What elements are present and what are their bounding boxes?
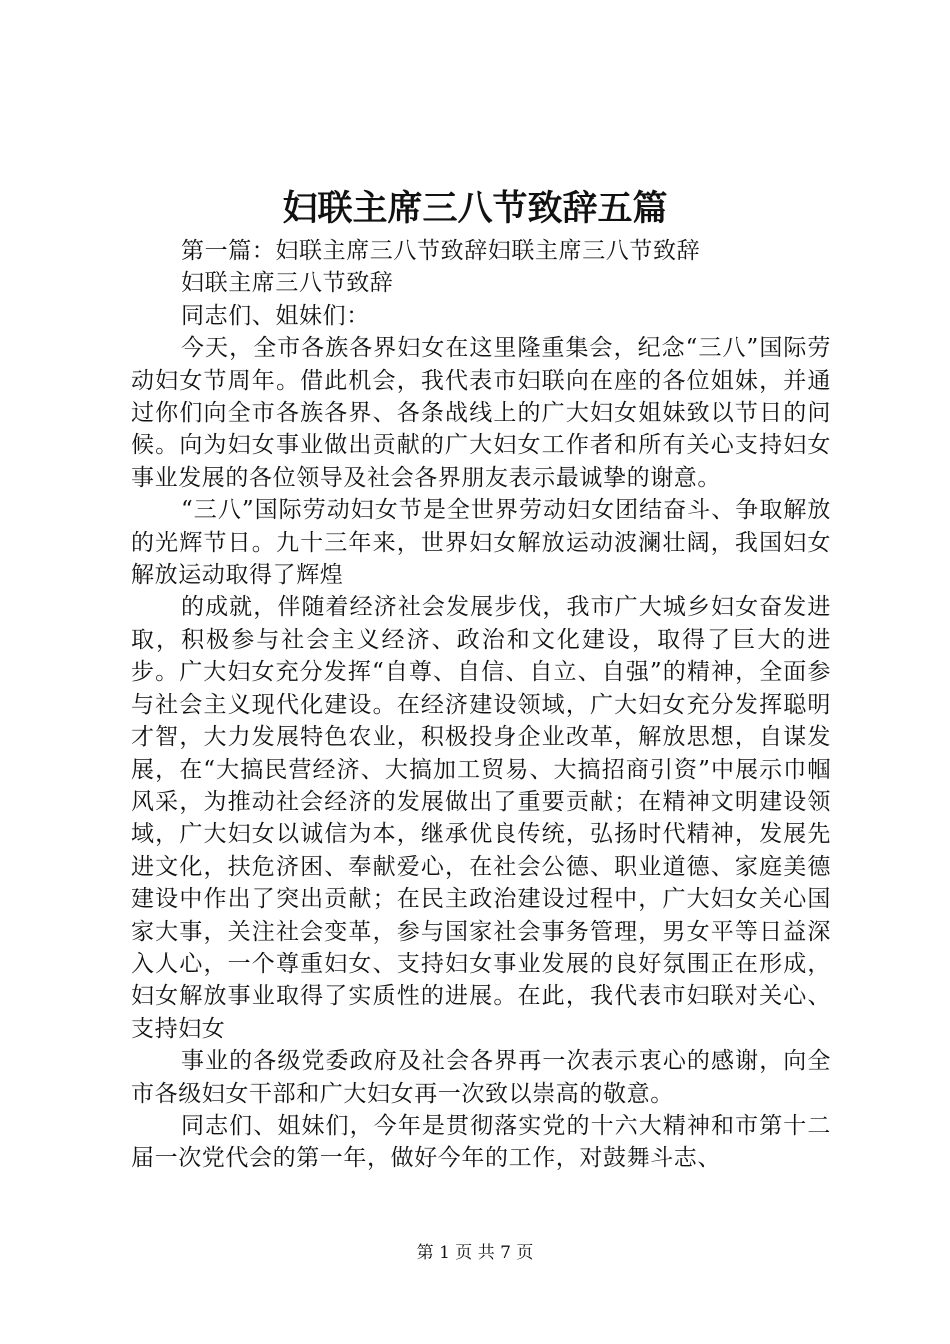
paragraph: 今天，全市各族各界妇女在这里隆重集会，纪念“三八”国际劳动妇女节周年。借此机会，我代表市妇联向在座的各位姐妹，并通过你们向全市各族各界、各条战线上的广大妇女姐妹致以节日的问候。向为妇女事业做出贡献的广大妇女工作者和所有关心支持妇女事业发展的各位领导及社会各界朋友表示最诚挚的谢意。 xyxy=(131,335,831,491)
paragraph: 事业的各级党委政府及社会各界再一次表示衷心的感谢，向全市各级妇女干部和广大妇女再一次致以崇高的敬意。 xyxy=(131,1048,831,1107)
paragraph: 同志们、姐妹们，今年是贯彻落实党的十六大精神和市第十二届一次党代会的第一年，做好今年的工作，对鼓舞斗志、 xyxy=(131,1112,831,1172)
document-title: 妇联主席三八节致辞五篇 xyxy=(282,188,668,229)
paragraph: 的成就，伴随着经济社会发展步伐，我市广大城乡妇女奋发进取，积极参与社会主义经济、政治和文化建设，取得了巨大的进步。广大妇女充分发挥“自尊、自信、自立、自强”的精神，全面参与社会主义现代化建设。在经济建设领域，广大妇女充分发挥聪明才智，大力发展特色农业，积极投身企业改革，解放思想，自谋发展，在“大搞民营经济、大搞加工贸易、大搞招商引资”中展示巾帼风采，为推动社会经济的发展做出了重要贡献；在精神文明建设领域，广大妇女以诚信为本，继承优良传统，弘扬时代精神，发展先进文化，扶危济困、奉献爱心，在社会公德、职业道德、家庭美德建设中作出了突出贡献；在民主政治建设过程中，广大妇女关心国家大事，关注社会变革，参与国家社会事务管理，男女平等日益深入人心，一个尊重妇女、支持妇女事业发展的良好氛围正在形成，妇女解放事业取得了实质性的进展。在此，我代表市妇联对关心、支持妇女 xyxy=(131,594,831,1042)
page-footer: 第 1 页 共 7 页 xyxy=(416,1243,534,1263)
paragraph: “三八”国际劳动妇女节是全世界劳动妇女团结奋斗、争取解放的光辉节日。九十三年来，世界妇女解放运动波澜壮阔，我国妇女解放运动取得了辉煌 xyxy=(131,497,831,589)
paragraph-subtitle: 妇联主席三八节致辞 xyxy=(181,270,394,297)
paragraph-chapter-heading: 第一篇：妇联主席三八节致辞妇联主席三八节致辞 xyxy=(181,238,701,264)
paragraph-salutation: 同志们、姐妹们： xyxy=(181,302,370,329)
document-body xyxy=(131,235,831,1175)
